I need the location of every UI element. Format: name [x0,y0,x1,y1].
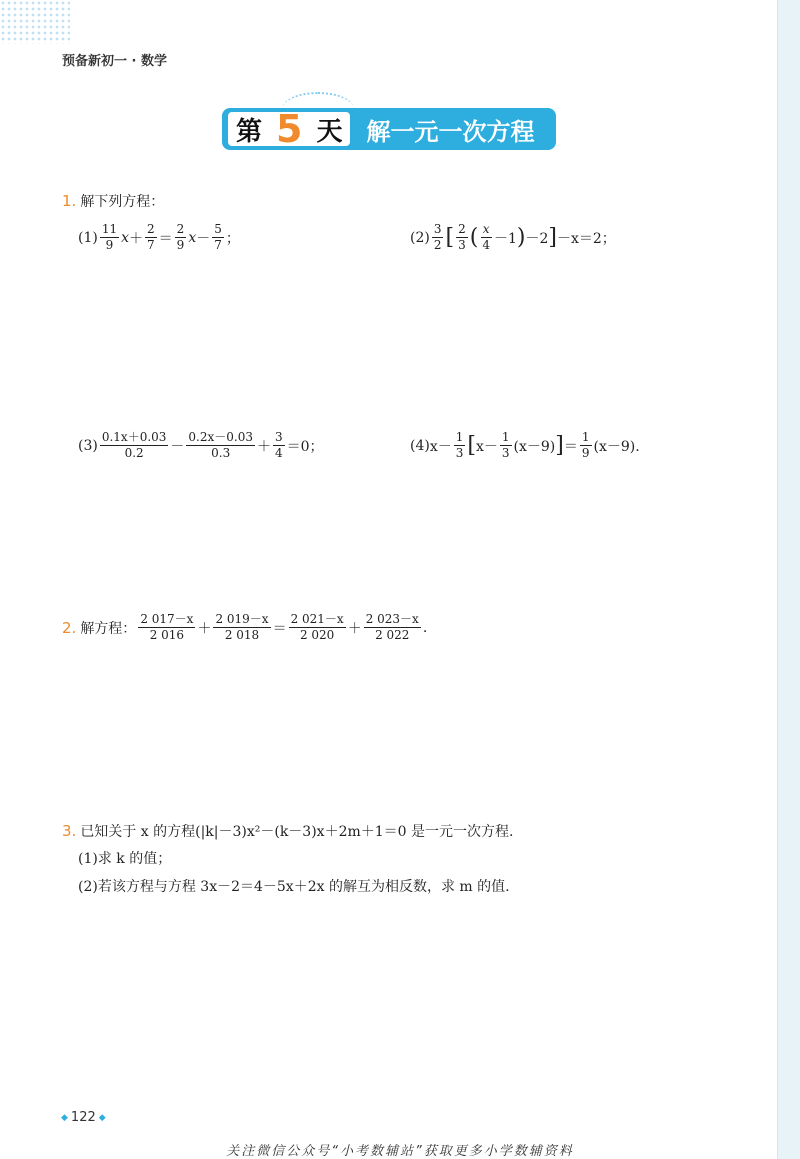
diamond-icon: ◆ [61,1112,68,1123]
fraction: $\frac{2}{7}$ [147,222,155,252]
dot-pattern-decoration [0,0,70,44]
question-3-number: 3. [62,822,77,840]
fraction: $\frac{0.1x+0.03}{0.2}$ [101,430,167,460]
question-2-number: 2. [62,618,77,637]
question-2-label: 解方程： [80,620,137,637]
question-3 [62,821,513,841]
question-2: 2. 解方程： $\frac{2 017-x}{2 016}$ ＋ $\frac{2 019-x}{2 018}$ ＝ $\frac{2 021-x}{2 020}$ ＋ $\frac{2 023-x}{2 022}$ . [62,612,428,642]
problem-1-3: (3) $\frac{0.1x+0.03}{0.2}$ － $\frac{0.2x-0.03}{0.3}$ ＋ $\frac{3}{4}$ ＝0； [78,430,324,460]
diamond-icon: ◆ [98,1112,106,1123]
question-1-number: 1. [62,192,77,210]
fraction: $\frac{2 017-x}{2 016}$ [140,612,194,642]
fraction: $\frac{2}{9}$ [176,222,185,252]
banner-day-suffix: 天 [316,116,343,147]
question-1-label: 解下列方程： [80,194,165,210]
fraction: $\frac{3}{2}$ [433,222,442,252]
book-header-title: 预备新初一 · 数学 [62,54,167,69]
fraction: $\frac{2 019-x}{2 018}$ [215,612,269,642]
fraction: $\frac{2}{3}$ [458,222,466,252]
fraction: $\frac{2 023-x}{2 022}$ [365,612,419,642]
problem-1-4: (4) x－ $\frac{1}{3}$ [ x－ $\frac{1}{3}$ (x－9) ] ＝ $\frac{1}{9}$ (x－9). [410,430,640,460]
question-3-text: 已知关于 x 的方程(|k|－3)x²－(k－3)x＋2m＋1＝0 是一元一次方程. [80,824,514,840]
fraction: $\frac{1}{3}$ [455,430,464,460]
question-3-part-2: (2)若该方程与方程 3x－2＝4－5x＋2x 的解互为相反数，求 m 的值. [78,879,510,895]
footer-promo-text: 关注微信公众号“小考数辅站”获取更多小学数辅资料 [226,1144,574,1159]
fraction: $\frac{11}{9}$ [101,222,118,252]
fraction: $\frac{3}{4}$ [275,430,283,460]
problem-1-2: (2) $\frac{3}{2}$ [ $\frac{2}{3}$ ( $\frac{x}{4}$ －1 ) －2 ] －x＝2； [410,222,616,252]
fraction: $\frac{5}{7}$ [214,222,222,252]
question-1-heading [62,191,164,211]
fraction: $\frac{2 021-x}{2 020}$ [290,612,344,642]
fraction: $\frac{x}{4}$ [482,222,490,252]
banner-day-prefix: 第 [236,116,263,147]
page-edge-strip [777,0,800,1159]
fraction: $\frac{1}{3}$ [501,430,510,460]
banner-day-number: 5 [276,107,303,151]
problem-1-1: (1) $\frac{11}{9}$ x ＋ $\frac{2}{7}$ ＝ $\frac{2}{9}$ x － $\frac{5}{7}$ ； [78,222,240,252]
lesson-title-banner [222,108,556,150]
fraction: $\frac{0.2x-0.03}{0.3}$ [188,430,253,460]
page-number: ◆ 122 ◆ [61,1110,106,1125]
banner-topic: 解一元一次方程 [356,108,556,150]
fraction: $\frac{1}{9}$ [581,430,590,460]
question-3-part-1: (1)求 k 的值； [78,851,172,867]
